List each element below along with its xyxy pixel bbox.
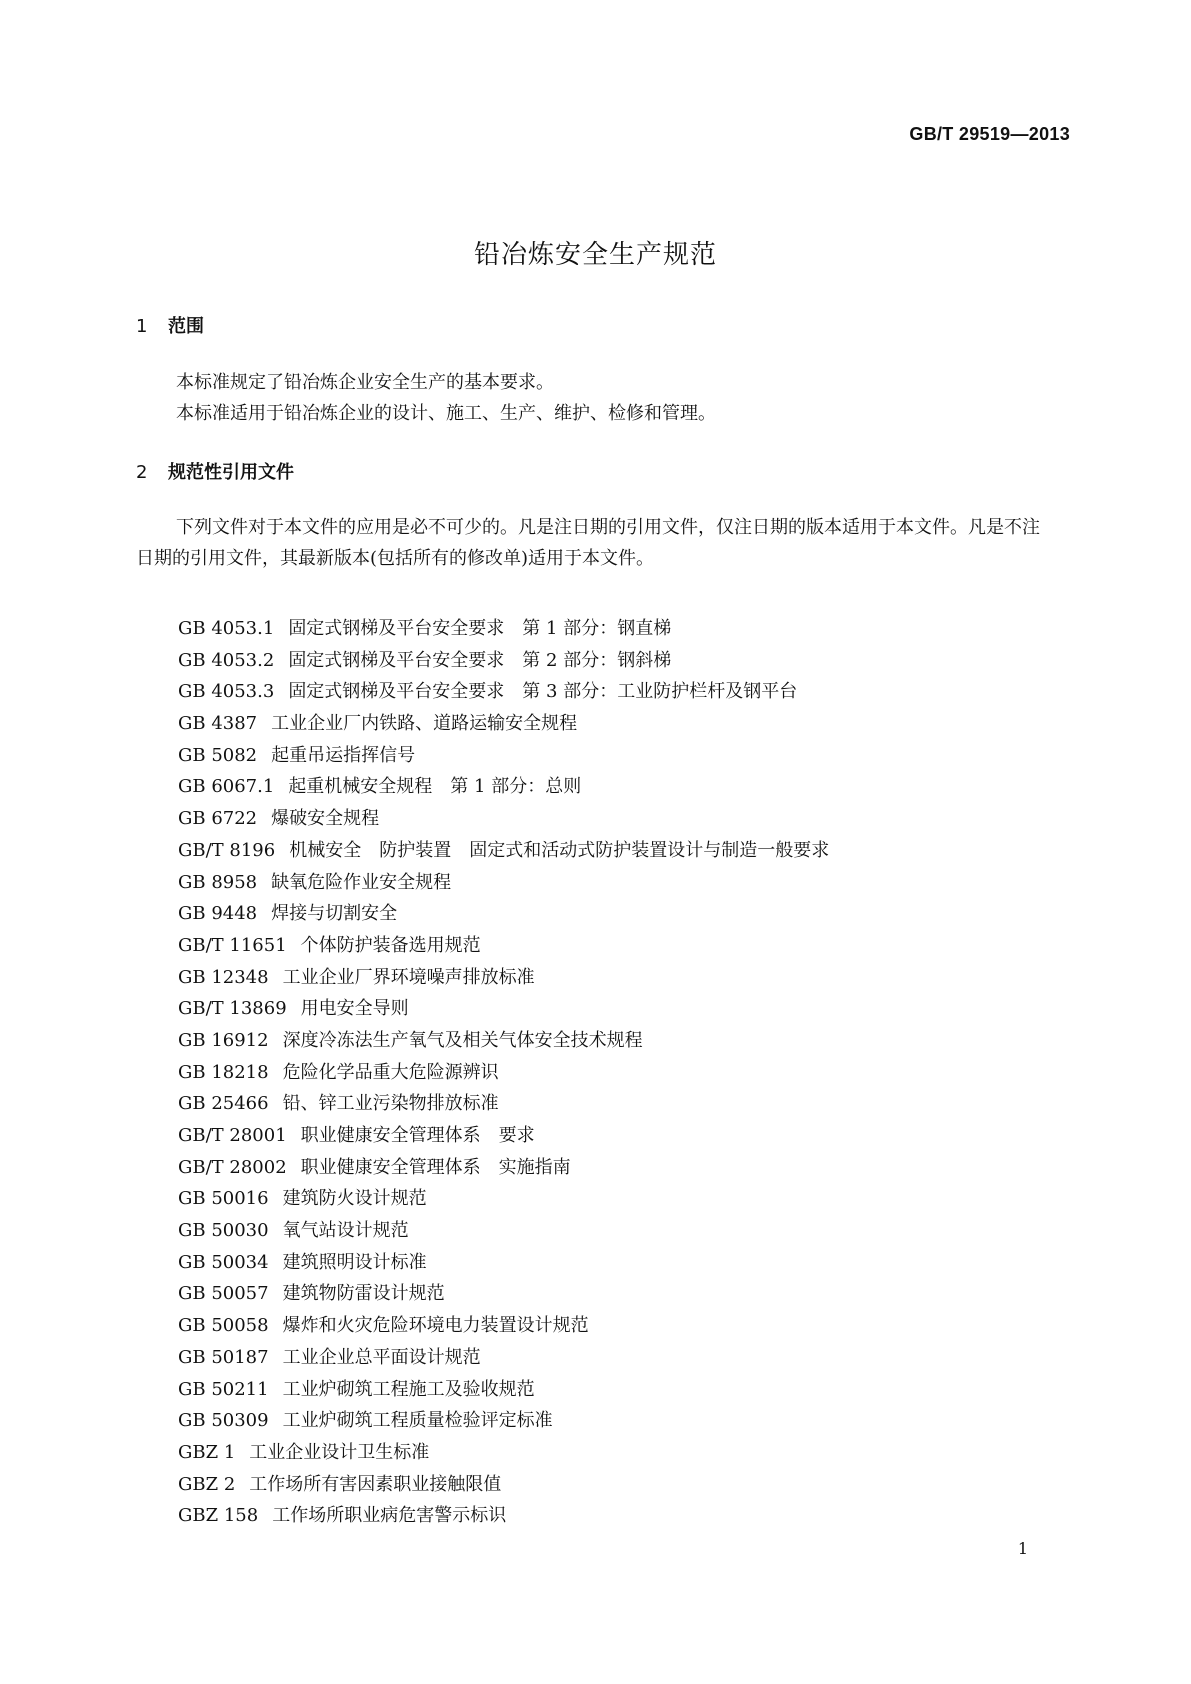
reference-item [178, 962, 829, 994]
reference-list [178, 613, 829, 1532]
reference-code: GB 4053.3 [178, 681, 275, 703]
reference-title: 个体防护装备选用规范 [300, 934, 481, 956]
reference-item [178, 676, 829, 708]
reference-item [178, 1469, 829, 1501]
reference-item [178, 645, 829, 677]
reference-title: 工业企业设计卫生标准 [249, 1441, 430, 1463]
reference-title: 固定式钢梯及平台安全要求 第 1 部分：钢直梯 [288, 618, 672, 639]
reference-title: 氧气站设计规范 [282, 1220, 409, 1242]
reference-item [178, 1500, 829, 1532]
section-1-heading [136, 312, 204, 338]
reference-title: 爆炸和火灾危险环境电力装置设计规范 [282, 1315, 589, 1337]
reference-item [178, 1120, 829, 1152]
reference-title: 工业企业厂内铁路、道路运输安全规程 [271, 713, 578, 735]
reference-item [178, 1342, 829, 1374]
reference-title: 工业企业总平面设计规范 [282, 1346, 481, 1368]
reference-item [178, 898, 829, 930]
reference-title: 起重吊运指挥信号 [271, 744, 416, 766]
reference-code: GB 25466 [178, 1093, 269, 1115]
standard-code: GB/T 29519—2013 [909, 124, 1070, 144]
reference-title: 工作场所有害因素职业接触限值 [249, 1473, 502, 1495]
reference-item [178, 613, 829, 645]
section-1-paragraph: 本标准适用于铅冶炼企业的设计、施工、生产、维护、检修和管理。 [176, 403, 716, 424]
reference-item [178, 1405, 829, 1437]
reference-title: 工业炉砌筑工程质量检验评定标准 [282, 1410, 553, 1432]
reference-code: GB 50058 [178, 1315, 269, 1337]
section-2-title: 规范性引用文件 [168, 462, 294, 483]
reference-code: GB/T 11651 [178, 934, 287, 956]
reference-code: GB 50211 [178, 1378, 269, 1400]
reference-title: 建筑防火设计规范 [282, 1188, 427, 1210]
reference-code: GB 6722 [178, 808, 258, 830]
reference-title: 固定式钢梯及平台安全要求 第 3 部分：工业防护栏杆及钢平台 [288, 681, 798, 703]
reference-code: GB 50187 [178, 1346, 269, 1368]
section-1-title: 范围 [168, 316, 204, 337]
reference-item [178, 1437, 829, 1469]
reference-code: GB 8958 [178, 871, 258, 893]
reference-title: 工业炉砌筑工程施工及验收规范 [282, 1378, 535, 1400]
reference-code: GBZ 2 [178, 1473, 236, 1495]
reference-code: GB/T 28002 [178, 1156, 287, 1178]
reference-title: 建筑物防雷设计规范 [282, 1283, 445, 1305]
reference-item [178, 1247, 829, 1279]
reference-title: 用电安全导则 [300, 998, 409, 1020]
reference-title: 固定式钢梯及平台安全要求 第 2 部分：钢斜梯 [288, 649, 672, 671]
reference-title: 危险化学品重大危险源辨识 [282, 1061, 499, 1083]
reference-code: GB 50057 [178, 1283, 269, 1305]
reference-item [178, 1057, 829, 1089]
reference-code: GB/T 28001 [178, 1125, 287, 1146]
reference-title: 深度冷冻法生产氧气及相关气体安全技术规程 [282, 1029, 643, 1051]
reference-item [178, 771, 829, 803]
section-1-number: 1 [136, 316, 148, 337]
reference-code: GB 18218 [178, 1061, 269, 1083]
reference-code: GB 4387 [178, 713, 258, 735]
reference-item [178, 835, 829, 867]
reference-code: GBZ 158 [178, 1505, 259, 1527]
reference-item [178, 1088, 829, 1120]
reference-item [178, 1183, 829, 1215]
reference-item [178, 930, 829, 962]
section-2-intro [136, 512, 1056, 574]
reference-code: GB 50034 [178, 1251, 269, 1273]
reference-code: GB 9448 [178, 903, 258, 925]
section-2-number: 2 [136, 462, 148, 483]
reference-title: 工业企业厂界环境噪声排放标准 [282, 966, 535, 988]
reference-code: GB 4053.1 [178, 618, 275, 639]
reference-title: 焊接与切割安全 [271, 903, 398, 925]
reference-code: GB 6067.1 [178, 776, 275, 798]
page-number: 1 [1017, 1539, 1028, 1558]
document-title: 铅冶炼安全生产规范 [473, 240, 717, 270]
reference-title: 工作场所职业病危害警示标识 [272, 1505, 507, 1527]
reference-code: GB 50016 [178, 1188, 269, 1210]
reference-item [178, 803, 829, 835]
reference-item [178, 1152, 829, 1184]
reference-item [178, 1278, 829, 1310]
reference-item [178, 1310, 829, 1342]
reference-title: 铅、锌工业污染物排放标准 [282, 1093, 499, 1115]
reference-code: GB 5082 [178, 744, 258, 766]
reference-title: 爆破安全规程 [271, 808, 380, 830]
reference-title: 职业健康安全管理体系 要求 [300, 1125, 535, 1146]
reference-item [178, 1215, 829, 1247]
reference-item [178, 740, 829, 772]
reference-code: GB 50030 [178, 1220, 269, 1242]
section-1-body [136, 367, 1056, 429]
section-2-intro-text: 下列文件对于本文件的应用是必不可少的。凡是注日期的引用文件，仅注日期的版本适用于本文件。凡是不注日期的引用文件，其最新版本(包括所有的修改单)适用于本文件。 [136, 517, 1040, 569]
reference-code: GB/T 13869 [178, 998, 287, 1020]
reference-item [178, 1025, 829, 1057]
reference-title: 职业健康安全管理体系 实施指南 [300, 1156, 571, 1178]
reference-title: 机械安全 防护装置 固定式和活动式防护装置设计与制造一般要求 [289, 839, 830, 861]
reference-item [178, 1374, 829, 1406]
section-2-heading [136, 458, 294, 484]
reference-title: 起重机械安全规程 第 1 部分：总则 [288, 776, 582, 798]
reference-item [178, 993, 829, 1025]
section-1-paragraph: 本标准规定了铅冶炼企业安全生产的基本要求。 [176, 372, 554, 393]
reference-code: GB/T 8196 [178, 839, 276, 861]
reference-code: GB 4053.2 [178, 649, 275, 671]
reference-code: GB 16912 [178, 1029, 269, 1051]
reference-title: 建筑照明设计标准 [282, 1251, 427, 1273]
reference-code: GBZ 1 [178, 1441, 236, 1463]
reference-item [178, 867, 829, 899]
reference-title: 缺氧危险作业安全规程 [271, 871, 452, 893]
reference-item [178, 708, 829, 740]
reference-code: GB 50309 [178, 1410, 269, 1432]
reference-code: GB 12348 [178, 966, 269, 988]
